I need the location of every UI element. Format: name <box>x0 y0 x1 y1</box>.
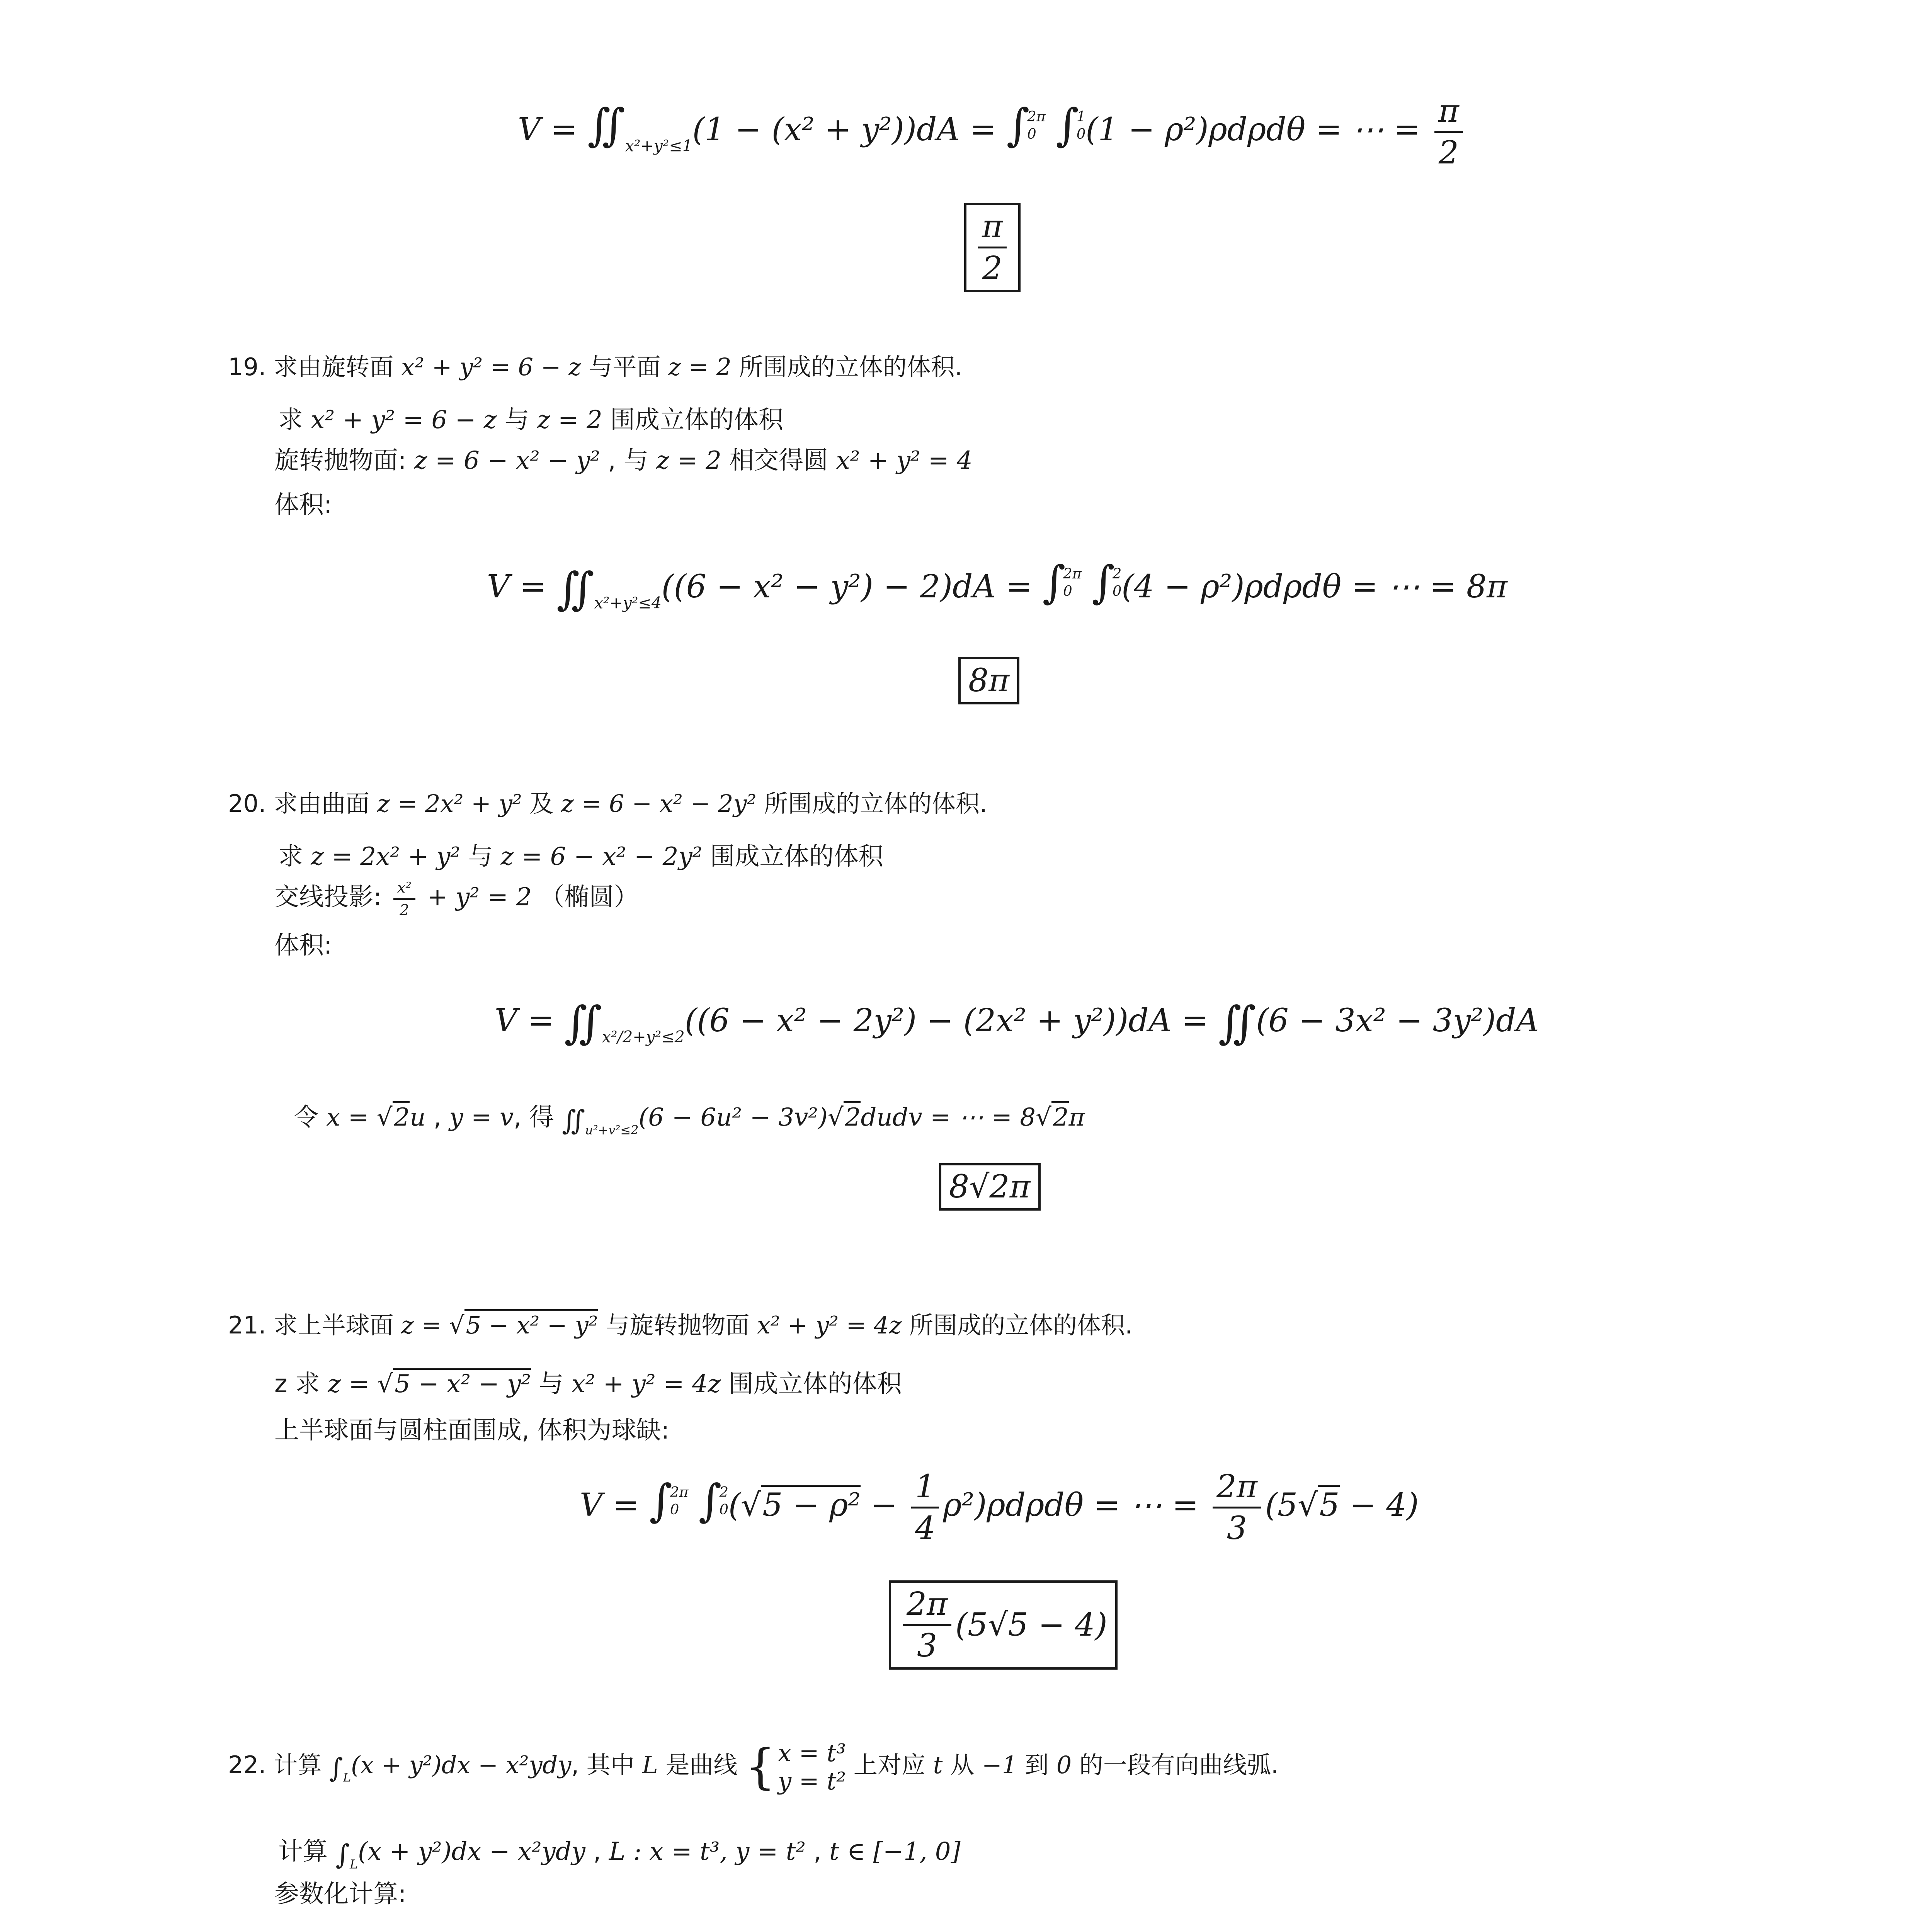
problem-22-statement: 22. 计算 $\int_L(x + y^2)dx - x^2ydy$, 其中 L 是曲线 { x = t³ y = t² 上对应 t 从 −1 到 0 的一段有向曲线弧. <box>228 1739 1279 1795</box>
problem-20-answer: 8√2π <box>939 1163 1041 1211</box>
problem-22-line-2: 参数化计算: <box>274 1880 407 1908</box>
problem-19-line-2: 旋转抛物面: z = 6 − x² − y² , 与 z = 2 相交得圆 x² + y² = 4 <box>274 446 973 475</box>
problem-20-line-3: 体积: <box>274 931 332 960</box>
problem-20-equation: $V = ∬_{x^2/2+y^2\le 2}((6 - x^2 - 2y^2) - (2x^2 + y^2))dA$ = ∬(6 − 3x² − 3y²)dA <box>495 997 1539 1049</box>
problem-20-equation-2: 令 x = √2u , y = v, 得 $∬_{u^2+v^2\le 2}(6 - 6u^2$ − 3v²)√2dudv = ⋯ = 8√2π <box>294 1097 1085 1137</box>
problem-21-statement: 21. 求上半球面 z = √5 − x² − y² 与旋转抛物面 x² + y² = 4z 所围成的立体的体积. <box>228 1306 1133 1340</box>
problem-22-line-1: 计算 $\int_L(x + y^2)dx - x^2ydy$ , L : x = t³, y = t² , t ∈ [−1, 0] <box>278 1837 961 1872</box>
problem-19-equation: $V = ∬_{x^2+y^2\le 4}((6 - x^2 - y^2) - 2)dA$ = ∫ 2π 0 ∫ 2 0 (4 − ρ²)ρdρdθ = ⋯ = 8π <box>487 556 1507 615</box>
top-result-num: π <box>1434 93 1463 133</box>
problem-20-line-2: 交线投影: $\frac{\text{x²}}{2}$ + y² = 2 （椭圆） <box>274 879 639 919</box>
problem-20-line-1: 求 z = 2x² + y² 与 z = 6 − x² − 2y² 围成立体的体积 <box>278 842 883 871</box>
top-result-den: 2 <box>1438 134 1459 171</box>
problem-21-answer: $\frac{2\pi}{3}$ (5√5 − 4) <box>889 1580 1118 1670</box>
problem-20-statement: 20. 求由曲面 z = 2x² + y² 及 z = 6 − x² − 2y² 所围成的立体的体积. <box>228 789 987 818</box>
problem-21-line-1: z 求 z = √5 − x² − y² 与 x² + y² = 4z 围成立体的体积 <box>274 1364 902 1400</box>
answer-box-top: $\frac{\pi}{2}$ <box>964 203 1021 292</box>
problem-21-line-2: 上半球面与圆柱面围成, 体积为球缺: <box>274 1416 670 1445</box>
problem-19-statement: 19. 求由旋转面 x² + y² = 6 − z 与平面 z = 2 所围成的立体的体积. <box>228 353 963 381</box>
equation-top: V = ∬ $_{x^2+y^2\le 1}$(1 − (x² + y²))dA = ∫ 2π 0 ∫ 1 0 (1 − ρ²)ρdρdθ = ⋯ = $\frac{\pi}{2}$ <box>518 93 1467 171</box>
problem-19-line-3: 体积: <box>274 491 332 519</box>
problem-19-line-1: 求 x² + y² = 6 − z 与 z = 2 围成立体的体积 <box>278 406 784 434</box>
problem-21-equation: V = ∫ 2π 0 ∫ 2 0 (√5 − ρ² − $\frac{1}{4}$ ρ²)ρdρdθ = ⋯ = $\frac{2\pi}{3}$ (5√5 − 4) <box>580 1468 1419 1547</box>
problem-19-answer: 8π <box>958 657 1019 704</box>
